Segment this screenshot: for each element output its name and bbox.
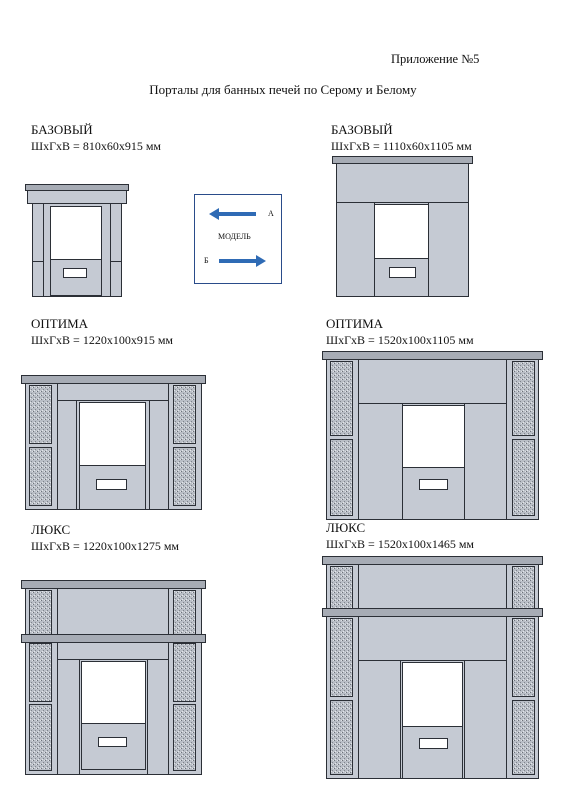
model-dims-optima-large: ШхГхВ = 1520х100х1105 мм	[326, 333, 474, 347]
model-dims-lux-small: ШхГхВ = 1220х100х1275 мм	[31, 539, 180, 553]
document-title: Порталы для банных печей по Серому и Белому	[149, 82, 417, 97]
portal-drawing-basic-small	[25, 184, 129, 298]
portal-drawing-optima-large	[322, 351, 544, 521]
model-name-optima-large: ОПТИМА	[326, 316, 384, 331]
model-dims-basic-large: ШхГхВ = 1110х60х1105 мм	[331, 139, 472, 153]
portal-drawing-basic-large	[332, 156, 474, 298]
appendix-number: Приложение №5	[391, 52, 480, 66]
model-dims-optima-small: ШхГхВ = 1220х100х915 мм	[31, 333, 174, 347]
arrow-left-icon	[209, 208, 256, 220]
model-legend-box	[194, 194, 282, 284]
portal-drawing-lux-small	[21, 580, 207, 776]
model-dims-basic-small: ШхГхВ = 810х60х915 мм	[31, 139, 162, 153]
arrow-right-icon	[219, 255, 266, 267]
model-dims-lux-large: ШхГхВ = 1520х100х1465 мм	[326, 537, 475, 551]
model-name-lux-small: ЛЮКС	[31, 522, 71, 537]
model-name-basic-small: БАЗОВЫЙ	[31, 122, 93, 137]
model-name-basic-large: БАЗОВЫЙ	[331, 122, 393, 137]
portal-drawing-optima-small	[21, 375, 207, 511]
legend-label-a: А	[268, 209, 274, 218]
model-name-optima-small: ОПТИМА	[31, 316, 89, 331]
legend-model-label: МОДЕЛЬ	[218, 232, 251, 241]
portal-drawing-lux-large	[322, 556, 544, 780]
legend-label-b: Б	[204, 256, 209, 265]
model-name-lux-large: ЛЮКС	[326, 520, 366, 535]
